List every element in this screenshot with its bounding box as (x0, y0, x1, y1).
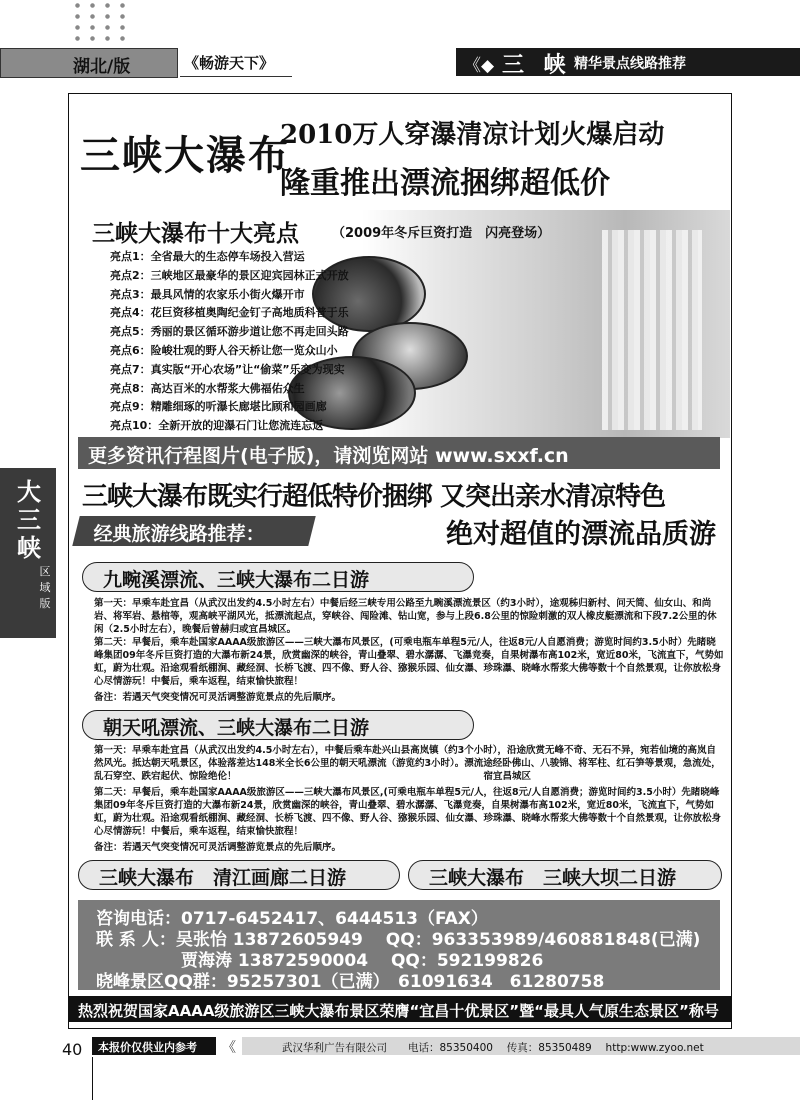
side-tab (0, 468, 56, 638)
list-item: 亮点9：精雕细琢的听瀑长廊堪比顾和园画廊 (110, 400, 327, 414)
route-2-day-1: 第一天：早乘车赴宜昌（从武汉出发约4.5小时左右），中餐后乘车赴兴山县高岚镇（约3个小时），沿途欣赏无峰不奇、无石不异，宛若仙境的高岚自然风光。抵达朝天吼景区，体验落差达148米全长6公里的朝天吼漂流（游览约3小时）。漂流途经卧佛山、八骏锦、将军柱、红石笋等景观，急流处，乱石穿空、跌宕起伏、惊险绝伦！ 宿宜昌城区 (94, 745, 721, 782)
brand-name: 三 峡 (502, 52, 572, 78)
chevron-left-icon: 《 (222, 1040, 236, 1056)
disclaimer-tab (92, 1037, 216, 1055)
margin-line (92, 1057, 93, 1100)
promo-line-1: 三峡大瀑布既实行超低特价捆绑 又突出亲水清凉特色 (82, 482, 666, 512)
section-subtitle: 精华景点线路推荐 (574, 56, 686, 72)
route-4-title-pill (408, 860, 722, 890)
route-2-note: 备注：若遇天气突变情况可灵活调整游览景点的先后顺序。 (94, 842, 342, 853)
route-1-title: 九畹溪漂流、三峡大瀑布二日游 (103, 569, 370, 591)
waterfall-graphic (602, 230, 702, 430)
list-item: 亮点7：真实版“开心农场”让“偷菜”乐变为现实 (110, 362, 345, 376)
list-item: 亮点2：三峡地区最豪华的景区迎宾园林正式开放 (110, 268, 349, 282)
congrats-banner-text: 热烈祝贺国家AAAA级旅游区三峡大瀑布景区荣膺“宜昌十优景区”暨“最具人气原生态景区”称号 (78, 1002, 719, 1020)
disclaimer-text: 本报价仅供业内参考 (98, 1041, 197, 1054)
route-2-day-2: 第二天：早餐后，乘车赴国家AAAA级旅游区——三峡大瀑布风景区,(可乘电瓶车单程5元/人，往返8元/人自愿消费；游览时间约3.5小时）先睹晓峰集团09年冬斥巨资打造的大瀑布新24景，欣赏幽深的峡谷，青山叠翠、碧水潺潺、飞瀑竞奏，自果树瀑布高102米，宽近80米，飞流直下，气势如虹，蔚为壮观。沿途观看纸棚涧、藏经洞、长桥飞渡、四不像、野人谷、猕猴乐园、仙女瀑、珍珠瀑、晓峰水帮浆大佛等数十个自然景观，让你放松身心尽情游玩！中餐后，乘车返程，结束愉快旅程！ (94, 787, 722, 837)
route-1-note: 备注：若遇天气突变情况可灵活调整游览景点的先后顺序。 (94, 692, 342, 703)
route-4-title: 三峡大瀑布 三峡大坝二日游 (429, 867, 677, 889)
congrats-banner (68, 996, 732, 1022)
edition-tab (0, 48, 178, 78)
publisher-strip (242, 1037, 800, 1055)
route-3-title: 三峡大瀑布 清江画廊二日游 (99, 867, 347, 889)
highlights-list (110, 248, 349, 436)
route-heading-label: 经典旅游线路推荐： (93, 523, 265, 545)
diamond-arrow-icon: 《◆ (464, 56, 495, 76)
route-1-day-2: 第二天：早餐后，乘车赴国家AAAA级旅游区——三峡大瀑布风景区，(可乘电瓶车单程5元/人，往返8元/人自愿消费；游览时间约3.5小时）先睹晓峰集团09年冬斥巨资打造的大瀑布新24景，欣赏幽深的峡谷，青山叠翠、碧水潺潺、飞瀑竞奏，自果树瀑布高102米，宽近80米，飞流直下，气势如虹，蔚为壮观。沿途观看纸棚涧、藏经洞、长桥飞渡、四不像、野人谷、猕猴乐园、仙女瀑、珍珠瀑、晓峰水帮浆大佛等数十个自然景观，让你放松身心尽情游玩！中餐后，乘车返程，结束愉快旅程！ (94, 637, 724, 687)
list-item: 亮点6：险峻壮观的野人谷天桥让您一览众山小 (110, 343, 338, 357)
side-tab-title: 大三峡 (17, 477, 41, 562)
list-item: 亮点8：高达百米的水帮浆大佛福佑众生 (110, 381, 305, 395)
list-item: 亮点3：最具风情的农家乐小街火爆开市 (110, 287, 305, 301)
list-item: 亮点10：全新开放的迎瀑石门让您流连忘返 (110, 419, 324, 433)
contact-person-2: 贾海涛 13872590004 QQ：592199826 (96, 951, 544, 971)
headline-line-2: 隆重推出漂流捆绑超低价 (280, 166, 610, 201)
contact-box (78, 900, 720, 990)
edition-label: 湖北/版 (73, 57, 131, 77)
headline-line-1: 2010万人穿瀑清凉计划火爆启动 (280, 120, 665, 150)
contact-qq-group: 晓峰景区QQ群：95257301（已满） 61091634 61280758 (96, 972, 605, 992)
contact-person-1: 联 系 人：吴张怡 13872605949 QQ：963353989/460881848(已满) (96, 930, 701, 950)
page-header (0, 48, 800, 78)
column-tab (180, 48, 292, 77)
side-tab-subtitle: 区域版 (39, 565, 51, 610)
publisher-info: 武汉华利广告有限公司 电话：85350400 传真：85350489 http:www.zyoo.net (282, 1042, 704, 1054)
section-banner (456, 48, 800, 76)
list-item: 亮点4：花巨资移植奥陶纪金钉子高地质科普于乐 (110, 306, 349, 320)
column-label: 《畅游天下》 (184, 54, 275, 72)
list-item: 亮点5：秀丽的景区循环游步道让您不再走回头路 (110, 325, 349, 339)
decorative-dots (70, 0, 130, 44)
website-banner (78, 437, 720, 469)
website-banner-text: 更多资讯行程图片(电子版)，请浏览网站 www.sxxf.cn (88, 445, 569, 467)
list-item: 亮点1：全省最大的生态停车场投入营运 (110, 250, 305, 263)
promo-line-2: 绝对超值的漂流品质游 (446, 519, 716, 550)
waterfall-photo (312, 210, 730, 438)
route-1-day-1: 第一天：早乘车赴宜昌（从武汉出发约4.5小时左右）中餐后经三峡专用公路至九畹溪漂流景区（约3小时），途观秭归新村、问天简、仙女山、和尚岩、将军岩、悬棺等，观高峡平湖风光，抵漂流起点，穿峡谷、闯险滩、钻山宽，参与上段6.8公里的惊险刺激的双人橡皮艇漂流和下段7.2公里的休闲（2.5小时左右），晚餐后曾赫归或宜昌城区。 (94, 598, 717, 635)
route-heading-tab (72, 516, 315, 546)
contact-phone: 咨询电话：0717-6452417、6444513（FAX） (96, 909, 488, 929)
highlights-heading: 三峡大瀑布十大亮点 (92, 220, 299, 247)
highlights-note: （2009年冬斥巨资打造 闪亮登场） (332, 226, 551, 241)
route-1-title-pill (82, 562, 474, 592)
route-2-title-pill (82, 710, 474, 740)
page-footer (92, 1037, 800, 1057)
page-number: 40 (62, 1040, 83, 1059)
route-2-title: 朝天吼漂流、三峡大瀑布二日游 (103, 717, 370, 739)
route-3-title-pill (78, 860, 400, 890)
ad-main-title: 三峡大瀑布 (80, 133, 290, 179)
